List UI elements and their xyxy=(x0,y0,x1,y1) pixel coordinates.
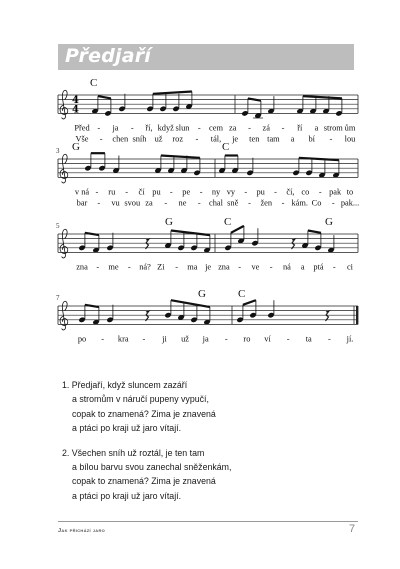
measure-number: 5 xyxy=(56,222,60,230)
lyric-syllable: sně xyxy=(227,198,239,208)
verse-number: 1. xyxy=(62,380,72,390)
treble-clef-icon xyxy=(60,301,68,330)
chord-symbol: C xyxy=(238,288,246,300)
lyric-syllable: - xyxy=(269,262,273,272)
note-beam xyxy=(161,156,200,158)
lyric-syllable: cem xyxy=(209,123,223,133)
lyric-syllable: ro xyxy=(243,334,251,344)
lyric-syllable: ta xyxy=(305,334,312,344)
lyric-syllable: ptá xyxy=(313,262,324,272)
lyric-syllable: - xyxy=(238,262,242,272)
treble-clef-icon xyxy=(60,154,68,183)
measure-number: 7 xyxy=(56,294,60,302)
lyric-syllable: ci xyxy=(346,262,354,272)
lyric-syllable: zna xyxy=(218,262,230,272)
time-signature-top: 4 xyxy=(72,95,79,106)
lyric-syllable: - xyxy=(169,187,173,197)
note-beam xyxy=(308,231,321,233)
lyric-syllable: Vše xyxy=(75,134,89,144)
lyric-syllable: v ná xyxy=(74,187,90,197)
chord-symbol: C xyxy=(90,77,98,89)
lyric-syllable: bí xyxy=(308,134,315,144)
lyric-syllable: vu xyxy=(111,198,120,208)
note-beam xyxy=(98,96,111,98)
lyric-syllable: - xyxy=(142,334,146,344)
lyric-syllable: ji xyxy=(162,334,167,344)
lyric-syllable: me xyxy=(108,262,119,272)
lyric-syllable: - xyxy=(97,198,101,208)
verse-line xyxy=(62,378,362,392)
lyric-syllable: - xyxy=(281,123,285,133)
lyric-syllable: jí. xyxy=(346,334,354,344)
chord-symbol: G xyxy=(198,288,206,300)
lyric-syllable: po xyxy=(77,334,87,344)
staff-system xyxy=(56,222,358,258)
note-beam xyxy=(243,300,256,305)
lyric-syllable: a xyxy=(290,134,295,144)
lyric-syllable: ví xyxy=(264,334,271,344)
note-beam xyxy=(248,98,261,100)
lyric-syllable: - xyxy=(96,262,100,272)
note-beam xyxy=(85,305,99,307)
lyric-syllable: tál, xyxy=(210,134,222,144)
lyric-syllable: - xyxy=(197,123,201,133)
lyric-syllable: lou xyxy=(344,134,356,144)
footer-chapter-label: Jak přichází jaro xyxy=(58,528,106,534)
verse-text: copak to znamená? Zima je znavená xyxy=(72,408,216,419)
verse-line xyxy=(62,489,362,503)
lyric-syllable: ma xyxy=(187,262,198,272)
time-signature-bottom: 4 xyxy=(72,104,79,116)
verse-text: a ptáci po kraji už jaro vítají. xyxy=(72,423,182,434)
note-beam xyxy=(85,233,99,235)
lyric-syllable: chal xyxy=(209,198,223,208)
lyric-syllable: ří, xyxy=(145,123,153,133)
lyric-syllable: - xyxy=(95,187,99,197)
page-number: 7 xyxy=(349,523,356,535)
lyric-syllable: - xyxy=(164,198,168,208)
lyric-syllable: to xyxy=(346,187,354,197)
lyric-syllable: a xyxy=(300,262,305,272)
lyric-syllable: čí xyxy=(138,187,145,197)
lyric-syllable: pak... xyxy=(340,198,360,208)
lyric-syllable: pe xyxy=(182,187,191,197)
verse-text: a ptáci po kraji už jaro vítají. xyxy=(72,490,182,501)
chord-symbol: C xyxy=(222,141,230,153)
chord-symbol: G xyxy=(165,216,173,228)
verse-text: copak to znamená? Zima je znavená xyxy=(72,476,216,487)
lyric-syllable: ny xyxy=(211,187,221,197)
lyric-syllable: ná? xyxy=(139,262,151,272)
lyric-syllable: - xyxy=(175,262,178,272)
final-barline xyxy=(356,306,358,324)
lyric-syllable: ům xyxy=(344,123,356,133)
note-beam xyxy=(231,226,244,233)
note-beam xyxy=(303,96,342,98)
note-beam xyxy=(171,231,210,236)
lyric-syllable: Před xyxy=(74,123,90,133)
verse-line xyxy=(62,392,362,406)
lyric-syllable: tam xyxy=(267,134,280,144)
lyric-syllable: ten xyxy=(249,134,260,144)
lyric-syllable: když xyxy=(157,123,174,133)
verse-text: Všechen sníh už roztál, je ten tam xyxy=(71,447,205,458)
treble-clef-icon xyxy=(60,90,68,119)
lyric-syllable: za xyxy=(145,198,153,208)
lyric-syllable: Co xyxy=(311,198,322,208)
lyric-syllable: - xyxy=(286,334,290,344)
lyric-syllable: sníh xyxy=(132,134,147,144)
staff-systems xyxy=(56,90,358,330)
lyric-syllable: - xyxy=(99,134,103,144)
lyric-syllable: - xyxy=(224,334,228,344)
verse-line xyxy=(62,407,362,421)
lyric-syllable: žen xyxy=(260,198,273,208)
chord-symbol: G xyxy=(325,216,333,228)
staff-system xyxy=(56,294,358,330)
lyric-syllable: chen xyxy=(112,134,129,144)
lyric-syllable: ve xyxy=(251,262,260,272)
lyric-syllable: kra xyxy=(117,334,129,344)
lyric-syllable: zá xyxy=(262,123,270,133)
verse-line xyxy=(62,421,362,435)
verse xyxy=(62,446,362,504)
verse-text: a stromům v náručí pupeny vypučí, xyxy=(72,394,209,405)
lyric-syllable: - xyxy=(327,334,331,344)
lyric-syllable: - xyxy=(248,123,251,133)
lyric-syllable: - xyxy=(101,334,105,344)
lyric-syllable: Zi xyxy=(157,262,165,272)
lyric-syllable: - xyxy=(248,198,251,208)
lyric-syllable: - xyxy=(125,187,129,197)
lyric-syllable: čí, xyxy=(286,187,295,197)
lyric-syllable: ří xyxy=(297,123,303,133)
lyric-syllable: ne xyxy=(178,198,187,208)
lyric-syllable: - xyxy=(329,134,333,144)
lyric-syllable: svou xyxy=(124,198,141,208)
lyric-syllable: bar xyxy=(76,198,88,208)
verse-line xyxy=(62,446,362,460)
lyric-syllable: - xyxy=(197,198,201,208)
verses-block xyxy=(62,378,362,513)
lyric-syllable: ru xyxy=(108,187,116,197)
lyric-syllable: už xyxy=(181,334,190,344)
lyric-syllable: co xyxy=(301,187,310,197)
lyric-syllable: - xyxy=(281,198,285,208)
lyric-syllable: kám. xyxy=(291,198,309,208)
lyric-syllable: a xyxy=(314,123,319,133)
lyric-syllable: za xyxy=(229,123,237,133)
note-beam xyxy=(299,158,339,160)
verse-line xyxy=(62,460,362,474)
lyric-syllable: je xyxy=(232,134,239,144)
song-title: Předjaří xyxy=(65,45,152,67)
lyric-syllable: je xyxy=(205,262,212,272)
chord-symbol: C xyxy=(224,216,232,228)
treble-clef-icon xyxy=(60,229,68,258)
chord-symbol: G xyxy=(72,141,80,153)
lyric-syllable: zna xyxy=(76,262,88,272)
lyric-syllable: už xyxy=(154,134,163,144)
lyric-syllable: slun xyxy=(175,123,190,133)
lyric-syllable: - xyxy=(195,134,199,144)
measure-number: 3 xyxy=(56,147,60,155)
lyric-syllable: ná xyxy=(282,262,291,272)
verse-text: Předjaří, když sluncem zazáří xyxy=(71,380,188,390)
lyric-syllable: roz xyxy=(172,134,184,144)
lyric-syllable: - xyxy=(332,262,336,272)
lyric-syllable: ja xyxy=(202,334,209,344)
lyric-syllable: vy xyxy=(226,187,236,197)
lyric-syllable: - xyxy=(199,187,203,197)
lyric-syllable: strom xyxy=(323,123,343,133)
staff-system xyxy=(58,90,358,119)
lyric-syllable: - xyxy=(97,123,101,133)
verse-number: 2. xyxy=(62,447,72,458)
lyric-syllable: pu xyxy=(152,187,161,197)
lyric-syllable: - xyxy=(274,187,277,197)
lyric-syllable: pu xyxy=(256,187,265,197)
lyric-syllable: - xyxy=(127,262,131,272)
footer-rule xyxy=(58,521,358,522)
verse-text: a bílou barvu svou zanechal sněženkám, xyxy=(72,462,232,473)
lyric-syllable: pak xyxy=(329,187,342,197)
lyric-syllable: - xyxy=(318,187,322,197)
lyric-syllable: ja xyxy=(112,123,119,133)
lyric-syllable: - xyxy=(130,123,134,133)
note-beam xyxy=(153,92,192,94)
verse-line xyxy=(62,474,362,488)
verse xyxy=(62,378,362,436)
lyric-syllable: - xyxy=(331,198,335,208)
lyric-syllable: - xyxy=(244,187,248,197)
